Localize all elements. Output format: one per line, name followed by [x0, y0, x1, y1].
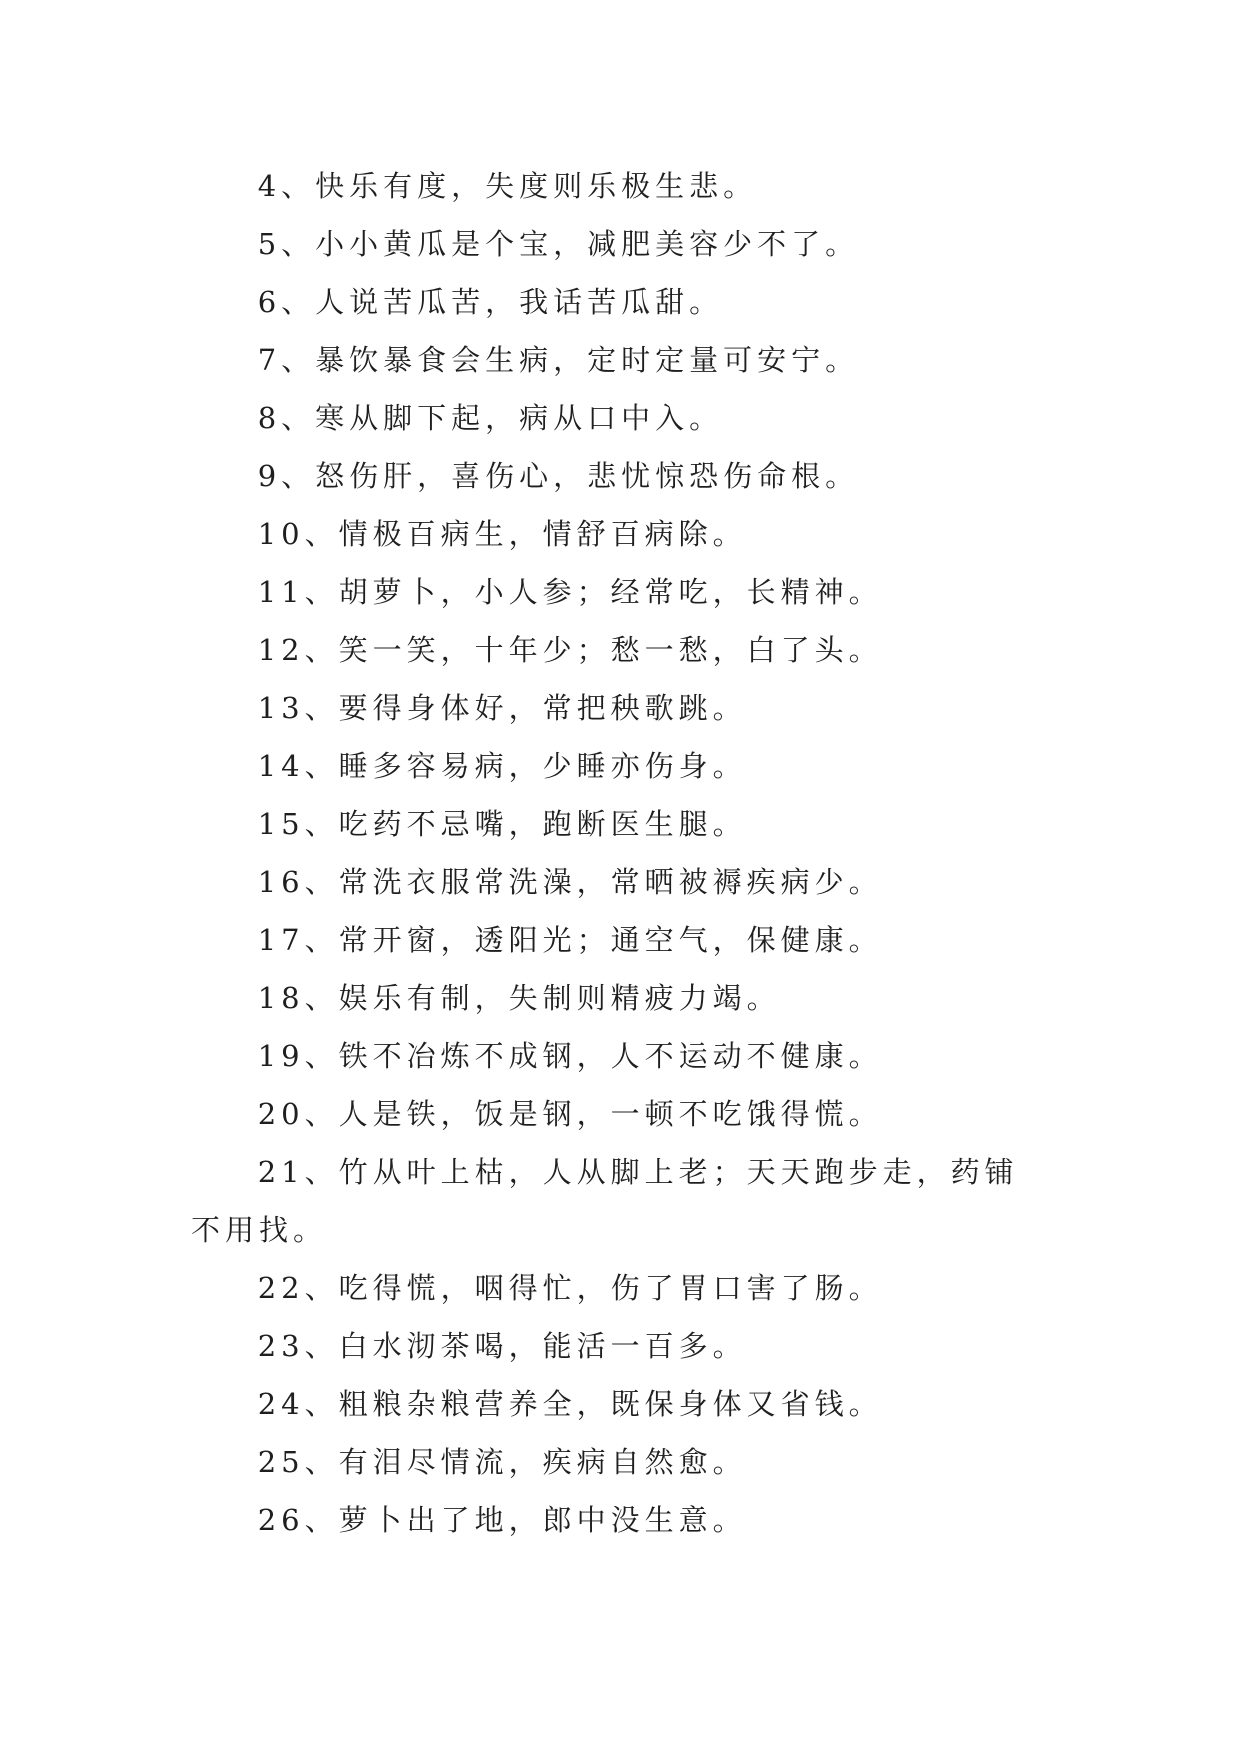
proverb-line: 8、寒从脚下起，病从口中入。 [257, 401, 724, 435]
proverb-line: 12、笑一笑，十年少；愁一愁，白了头。 [257, 633, 883, 667]
proverb-line: 21、竹从叶上枯，人从脚上老；天天跑步走，药铺不用找。 [191, 1155, 1019, 1247]
proverb-line: 14、睡多容易病，少睡亦伤身。 [257, 749, 747, 783]
proverb-line: 20、人是铁，饭是钢，一顿不吃饿得慌。 [257, 1097, 883, 1131]
proverb-line: 9、怒伤肝，喜伤心，悲忧惊恐伤命根。 [257, 459, 860, 493]
proverb-line: 24、粗粮杂粮营养全，既保身体又省钱。 [257, 1387, 883, 1421]
proverb-line: 22、吃得慌，咽得忙，伤了胃口害了肠。 [257, 1271, 883, 1305]
proverb-line: 19、铁不冶炼不成钢，人不运动不健康。 [257, 1039, 883, 1073]
proverb-line: 18、娱乐有制，失制则精疲力竭。 [257, 981, 781, 1015]
proverb-list [191, 157, 1051, 1549]
proverb-line: 6、人说苦瓜苦，我话苦瓜甜。 [257, 285, 724, 319]
proverb-line: 16、常洗衣服常洗澡，常晒被褥疾病少。 [257, 865, 883, 899]
proverb-line: 4、快乐有度，失度则乐极生悲。 [257, 169, 758, 203]
proverb-line: 13、要得身体好，常把秧歌跳。 [257, 691, 747, 725]
proverb-line: 10、情极百病生，情舒百病除。 [257, 517, 747, 551]
proverb-line: 25、有泪尽情流，疾病自然愈。 [257, 1445, 747, 1479]
proverb-line: 23、白水沏茶喝，能活一百多。 [257, 1329, 747, 1363]
proverb-line: 5、小小黄瓜是个宝，减肥美容少不了。 [257, 227, 860, 261]
proverb-line: 17、常开窗，透阳光；通空气，保健康。 [257, 923, 883, 957]
proverb-line: 7、暴饮暴食会生病，定时定量可安宁。 [257, 343, 860, 377]
proverb-line: 15、吃药不忌嘴，跑断医生腿。 [257, 807, 747, 841]
proverb-line: 11、胡萝卜，小人参；经常吃，长精神。 [257, 575, 883, 609]
proverb-line: 26、萝卜出了地，郎中没生意。 [257, 1503, 747, 1537]
